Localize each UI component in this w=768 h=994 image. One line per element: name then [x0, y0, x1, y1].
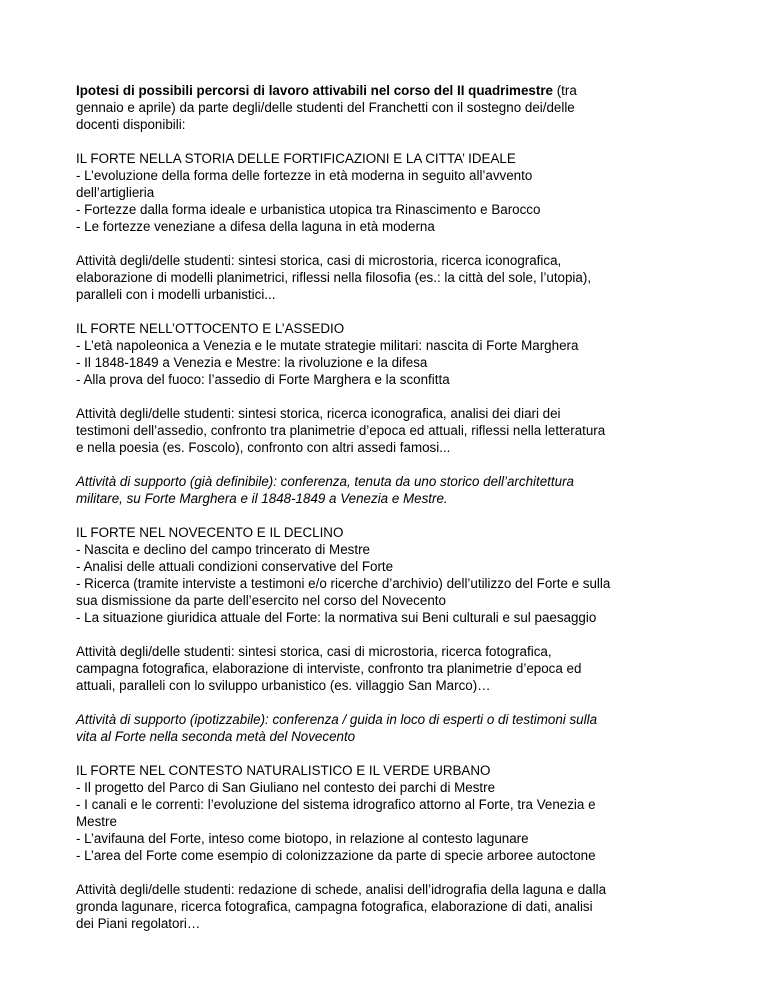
section-2-support-line: militare, su Forte Marghera e il 1848-1849 a Venezia e Mestre. [76, 491, 448, 506]
section-1-item: - Le fortezze veneziane a difesa della laguna in età moderna [76, 219, 435, 234]
section-4-item: - L’area del Forte come esempio di colonizzazione da parte di specie arboree autoctone [76, 848, 596, 863]
section-2-topics [76, 320, 716, 388]
intro-rest-text: (tra [552, 83, 577, 98]
section-4-item: - L’avifauna del Forte, inteso come biotopo, in relazione al contesto lagunare [76, 831, 529, 846]
section-2-item: - Alla prova del fuoco: l’assedio di Forte Marghera e la sconfitta [76, 372, 450, 387]
section-4-activities [76, 881, 716, 932]
section-2-support-line: Attività di supporto (già definibile): conferenza, tenuta da uno storico dell’architettura [76, 474, 574, 489]
section-1-item: - L’evoluzione della forma delle fortezze in età moderna in seguito all’avvento [76, 168, 533, 183]
intro-paragraph [76, 82, 716, 133]
section-3-title: IL FORTE NEL NOVECENTO E IL DECLINO [76, 525, 344, 540]
section-1-title: IL FORTE NELLA STORIA DELLE FORTIFICAZIONI E LA CITTA’ IDEALE [76, 151, 516, 166]
section-3-support-line: Attività di supporto (ipotizzabile): conferenza / guida in loco di esperti o di testimoni sulla [76, 712, 598, 727]
document-page [76, 82, 716, 949]
intro-line-3: docenti disponibili: [76, 117, 186, 132]
intro-line-2: gennaio e aprile) da parte degli/delle studenti del Franchetti con il sostegno dei/delle [76, 100, 575, 115]
section-2-title: IL FORTE NELL’OTTOCENTO E L’ASSEDIO [76, 321, 345, 336]
section-3-activity-line: campagna fotografica, elaborazione di interviste, confronto tra planimetrie d’epoca ed [76, 661, 582, 676]
section-4-activity-line: gronda lagunare, ricerca fotografica, campagna fotografica, elaborazione di dati, analisi [76, 899, 593, 914]
section-4-topics [76, 762, 716, 864]
section-1-item: dell’artiglieria [76, 185, 155, 200]
section-2-support [76, 473, 716, 507]
section-2-item: - L’età napoleonica a Venezia e le mutate strategie militari: nascita di Forte Marghera [76, 338, 579, 353]
section-3-activity-line: Attività degli/delle studenti: sintesi storica, casi di microstoria, ricerca fotografica, [76, 644, 552, 659]
section-3-item: - Ricerca (tramite interviste a testimoni e/o ricerche d’archivio) dell’utilizzo del Forte e sulla [76, 576, 611, 591]
section-3-item: - Analisi delle attuali condizioni conservative del Forte [76, 559, 394, 574]
intro-bold-text: Ipotesi di possibili percorsi di lavoro attivabili nel corso del II quadrimestre [76, 83, 553, 98]
section-4-title: IL FORTE NEL CONTESTO NATURALISTICO E IL VERDE URBANO [76, 763, 491, 778]
section-3-activities [76, 643, 716, 694]
section-4-item: - I canali e le correnti: l’evoluzione del sistema idrografico attorno al Forte, tra Venezia e [76, 797, 596, 812]
intro-line-1 [76, 82, 716, 99]
section-1-activity-line: elaborazione di modelli planimetrici, riflessi nella filosofia (es.: la città del sole, l’utopia), [76, 270, 592, 285]
section-3-support [76, 711, 716, 745]
section-2-activity-line: testimoni dell’assedio, confronto tra planimetrie d’epoca ed attuali, riflessi nella letteratura [76, 423, 606, 438]
section-1-topics [76, 150, 716, 235]
section-4-activity-line: dei Piani regolatori… [76, 916, 201, 931]
section-3-support-line: vita al Forte nella seconda metà del Novecento [76, 729, 356, 744]
section-3-item: sua dismissione da parte dell’esercito nel corso del Novecento [76, 593, 446, 608]
section-3-topics [76, 524, 716, 626]
section-1-activity-line: Attività degli/delle studenti: sintesi storica, casi di microstoria, ricerca iconografica, [76, 253, 562, 268]
section-4-item: Mestre [76, 814, 117, 829]
section-1-item: - Fortezze dalla forma ideale e urbanistica utopica tra Rinascimento e Barocco [76, 202, 541, 217]
section-4-activity-line: Attività degli/delle studenti: redazione di schede, analisi dell’idrografia della laguna e dalla [76, 882, 607, 897]
section-2-activities [76, 405, 716, 456]
section-3-item: - Nascita e declino del campo trincerato di Mestre [76, 542, 370, 557]
section-1-activities [76, 252, 716, 303]
section-2-activity-line: e nella poesia (es. Foscolo), confronto con altri assedi famosi... [76, 440, 451, 455]
section-3-item: - La situazione giuridica attuale del Forte: la normativa sui Beni culturali e sul paesaggio [76, 610, 597, 625]
section-4-item: - Il progetto del Parco di San Giuliano nel contesto dei parchi di Mestre [76, 780, 496, 795]
section-1-activity-line: paralleli con i modelli urbanistici... [76, 287, 276, 302]
section-3-activity-line: attuali, paralleli con lo sviluppo urbanistico (es. villaggio San Marco)… [76, 678, 491, 693]
section-2-activity-line: Attività degli/delle studenti: sintesi storica, ricerca iconografica, analisi dei diari dei [76, 406, 561, 421]
section-2-item: - Il 1848-1849 a Venezia e Mestre: la rivoluzione e la difesa [76, 355, 428, 370]
